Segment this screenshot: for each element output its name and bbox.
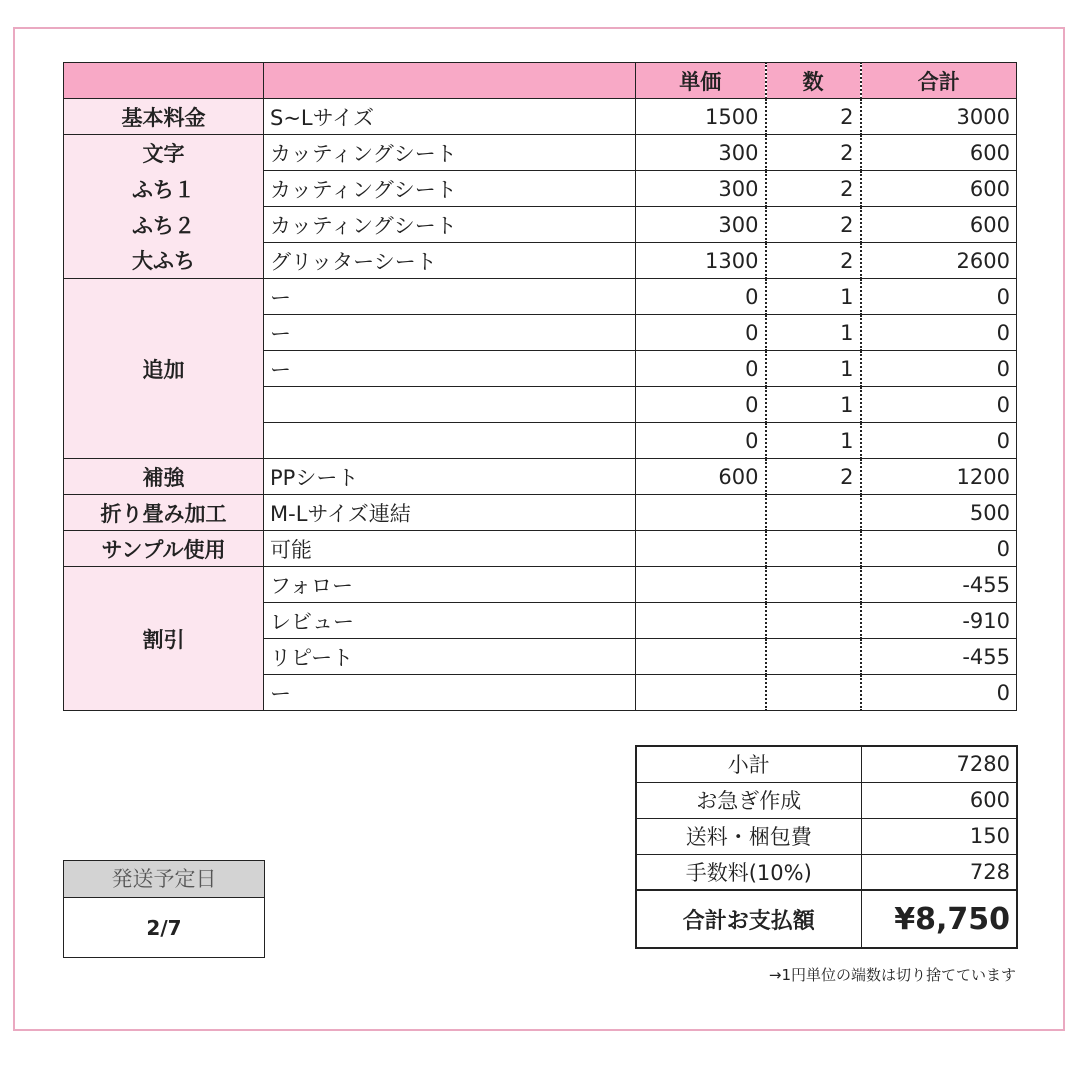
unit-price: 1500 (636, 99, 766, 135)
line-total: 600 (861, 135, 1017, 171)
grand-total-row (636, 890, 1017, 948)
ship-date-value: 2/7 (146, 916, 182, 940)
unit-price (636, 567, 766, 603)
line-total: 500 (861, 495, 1017, 531)
unit-price: 300 (636, 135, 766, 171)
quantity (766, 531, 861, 567)
header-total: 合計 (861, 63, 1017, 99)
quantity (766, 675, 861, 711)
line-total: 600 (861, 207, 1017, 243)
price-table (63, 62, 1017, 711)
quantity: 2 (766, 135, 861, 171)
item-name: カッティングシート (264, 135, 636, 171)
header-quantity: 数 (766, 63, 861, 99)
table-row (64, 207, 1017, 243)
item-name: リピート (264, 639, 636, 675)
quantity (766, 603, 861, 639)
line-total: -455 (861, 567, 1017, 603)
table-row (64, 135, 1017, 171)
unit-price: 1300 (636, 243, 766, 279)
quantity: 2 (766, 243, 861, 279)
category-label: 追加 (64, 279, 264, 459)
item-name: フォロー (264, 567, 636, 603)
quantity: 2 (766, 459, 861, 495)
unit-price (636, 675, 766, 711)
unit-price: 0 (636, 351, 766, 387)
quantity (766, 495, 861, 531)
line-total: 0 (861, 675, 1017, 711)
quantity (766, 567, 861, 603)
quantity: 2 (766, 207, 861, 243)
summary-row (636, 782, 1017, 818)
line-total: -455 (861, 639, 1017, 675)
line-total: 1200 (861, 459, 1017, 495)
item-name: カッティングシート (264, 207, 636, 243)
table-row (64, 459, 1017, 495)
summary-row (636, 854, 1017, 890)
line-total: 0 (861, 531, 1017, 567)
quantity: 1 (766, 279, 861, 315)
line-total: 0 (861, 315, 1017, 351)
category-label: 大ふち (64, 243, 264, 279)
item-name: ー (264, 675, 636, 711)
shipping-value: 150 (861, 818, 1017, 854)
rush-value: 600 (861, 782, 1017, 818)
item-name: S~Lサイズ (264, 99, 636, 135)
ship-date-label: 発送予定日 (64, 861, 264, 898)
table-header-row (64, 63, 1017, 99)
unit-price (636, 639, 766, 675)
shipping-label: 送料・梱包費 (636, 818, 861, 854)
table-row (64, 279, 1017, 315)
unit-price: 0 (636, 423, 766, 459)
line-total: 2600 (861, 243, 1017, 279)
item-name: ー (264, 279, 636, 315)
table-row (64, 171, 1017, 207)
quantity: 2 (766, 171, 861, 207)
subtotal-value: 7280 (861, 746, 1017, 782)
unit-price: 0 (636, 387, 766, 423)
line-total: 3000 (861, 99, 1017, 135)
table-row (64, 495, 1017, 531)
quantity: 1 (766, 423, 861, 459)
item-name: M-Lサイズ連結 (264, 495, 636, 531)
unit-price (636, 603, 766, 639)
item-name: カッティングシート (264, 171, 636, 207)
item-name: PPシート (264, 459, 636, 495)
category-label: 文字 (64, 135, 264, 171)
line-total: 0 (861, 351, 1017, 387)
quantity: 1 (766, 387, 861, 423)
unit-price: 300 (636, 207, 766, 243)
header-item (264, 63, 636, 99)
quantity: 2 (766, 99, 861, 135)
unit-price: 600 (636, 459, 766, 495)
table-row (64, 243, 1017, 279)
table-row (64, 567, 1017, 603)
unit-price: 0 (636, 315, 766, 351)
quantity (766, 639, 861, 675)
ship-date-box (63, 860, 265, 958)
fee-label: 手数料(10%) (636, 854, 861, 890)
summary-row (636, 746, 1017, 782)
header-unit-price: 単価 (636, 63, 766, 99)
table-row (64, 99, 1017, 135)
category-label: ふち２ (64, 207, 264, 243)
item-name (264, 387, 636, 423)
line-total: 0 (861, 423, 1017, 459)
quantity: 1 (766, 315, 861, 351)
item-name: グリッターシート (264, 243, 636, 279)
line-total: 0 (861, 279, 1017, 315)
unit-price: 0 (636, 279, 766, 315)
category-label: ふち１ (64, 171, 264, 207)
item-name (264, 423, 636, 459)
item-name: ー (264, 315, 636, 351)
rush-label: お急ぎ作成 (636, 782, 861, 818)
table-row (64, 531, 1017, 567)
category-label: 割引 (64, 567, 264, 711)
line-total: 600 (861, 171, 1017, 207)
summary-row (636, 818, 1017, 854)
item-name: レビュー (264, 603, 636, 639)
grand-total-label: 合計お支払額 (636, 890, 861, 948)
unit-price (636, 495, 766, 531)
category-label: サンプル使用 (64, 531, 264, 567)
rounding-note: →1円単位の端数は切り捨てています (768, 966, 1016, 984)
grand-total-value: ¥8,750 (861, 890, 1017, 948)
subtotal-label: 小計 (636, 746, 861, 782)
summary-table (635, 745, 1018, 949)
header-category (64, 63, 264, 99)
category-label: 補強 (64, 459, 264, 495)
item-name: ー (264, 351, 636, 387)
quantity: 1 (766, 351, 861, 387)
item-name: 可能 (264, 531, 636, 567)
unit-price (636, 531, 766, 567)
unit-price: 300 (636, 171, 766, 207)
line-total: -910 (861, 603, 1017, 639)
category-label: 折り畳み加工 (64, 495, 264, 531)
line-total: 0 (861, 387, 1017, 423)
category-label: 基本料金 (64, 99, 264, 135)
fee-value: 728 (861, 854, 1017, 890)
